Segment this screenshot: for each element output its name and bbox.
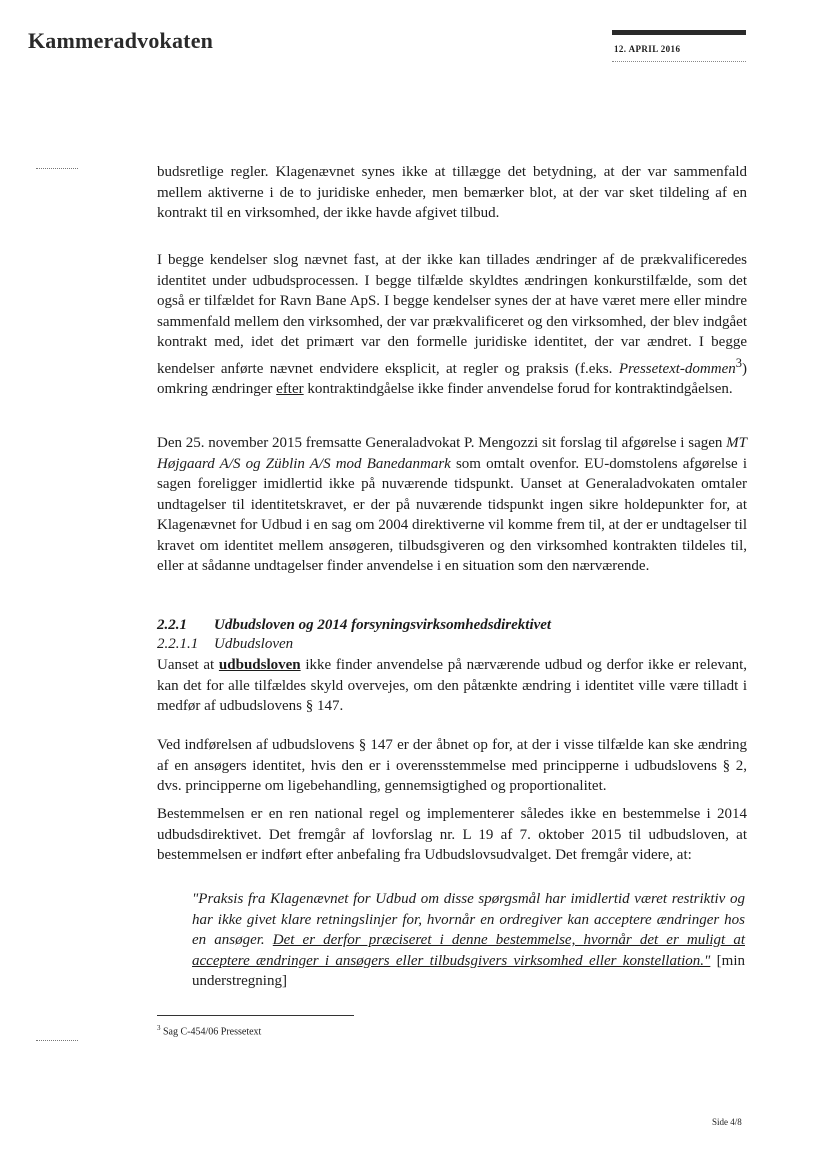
section-heading: 2.2.1 Udbudsloven og 2014 forsyningsvirksomhedsdirektivet (157, 617, 552, 633)
paragraph-1: budsretlige regler. Klagenævnet synes ikke at tillægge det betydning, at der var sammenfald mellem aktiverne i de to juridiske enheder, men bemærker blot, at der var sket tildeling af en kontrakt til en virksomhed, der ikke havde afgivet tilbud. (157, 164, 747, 221)
brand-logo: Kammeradvokaten (28, 28, 214, 53)
paragraph-5: Ved indførelsen af udbudslovens § 147 er der åbnet op for, at der i visse tilfælde kan ske ændring af en ansøgers identitet, hvis den er i overensstemmelse med principperne i udbudslovens § 2, dvs. principperne om ligebehandling, gennemsigtighed og proportionalitet. (157, 737, 747, 794)
footnote-reference: 3 (735, 355, 742, 370)
page-number: Side 4/8 (712, 1117, 742, 1127)
margin-mark-bottom (36, 1040, 78, 1041)
case-name-pressetext: Pressetext-dommen (618, 360, 736, 377)
underlined-word: efter (276, 381, 304, 397)
case-name-mt-hojgaard: MT Højgaard A/S og Züblin A/S mod Banedanmark (157, 435, 747, 472)
bold-term-udbudsloven: udbudsloven (218, 657, 301, 673)
document-date: 12. APRIL 2016 (614, 44, 681, 54)
paragraph-2: I begge kendelser slog nævnet fast, at der ikke kan tillades ændringer af de prækvalificeredes identitet under udbudsprocessen. I begge tilfælde skyldtes ændringen konkurstilfælde, som det også er tilfældet for Ravn Bane ApS. I begge kendelser synes der at have været mere eller mindre sammenfald mellem den virksomhed, der var prækvalificeret og den virksomhed, der blev indgået kontrakt med, idet det primært var den formelle juridiske identitet, der var ændret. I begge kendelser anførte nævnet endvidere eksplicit, at regler og praksis (f.eks. Pressetext-dommen$^3$) omkring ændringer efter kontraktindgåelse ikke finder anvendelse forud for kontraktindgåelsen. (157, 252, 747, 397)
margin-mark-top (36, 168, 78, 169)
paragraph-4: Uanset at udbudsloven ikke finder anvendelse på nærværende udbud og derfor ikke er relevant, kan det for alle tilfældes skyld overvejes, om den påtænkte ændring i identitet ville være tilladt i medfør af udbudslovens § 147. (157, 657, 747, 714)
header-bar (612, 30, 746, 35)
footnote: $^3$ Sag C-454/06 Pressetext (157, 1024, 262, 1038)
header-divider (612, 61, 746, 62)
footnote-divider (157, 1015, 354, 1016)
paragraph-6: Bestemmelsen er en ren national regel og implementerer således ikke en bestemmelse i 2014 udbudsdirektivet. Det fremgår af lovforslag nr. L 19 af 7. oktober 2015 til udbudsloven, at bestemmelsen er indført efter anbefaling fra Udbudslovsudvalget. Det fremgår videre, at: (157, 806, 747, 863)
subsection-heading: 2.2.1.1 Udbudsloven (157, 636, 294, 652)
paragraph-3: Den 25. november 2015 fremsatte Generaladvokat P. Mengozzi sit forslag til afgørelse i sagen MT Højgaard A/S og Züblin A/S mod Banedanmark som omtalt ovenfor. EU-domstolens afgørelse i sagen foreligger imidlertid ikke på nuværende tidspunkt. Uanset at Generaladvokaten omtaler undtagelser til identitetskravet, er der på nuværende tidspunkt ingen sikre holdepunkter for, at Klagenævnet for Udbud i en sag om 2004 direktiverne vil komme frem til, at der er undtagelser til kravet om identitet mellem ansøgeren, tilbudsgiveren og den virksomhed kontrakten tildeles til, eller at sådanne undtagelser finder anvendelse i en situation som den nærværende. (157, 435, 747, 574)
quote-underlined: Det er derfor præciseret i denne bestemmelse, hvornår det er muligt at acceptere ændringer i ansøgers eller tilbudsgivers virksomhed eller konstellation." (192, 932, 745, 969)
block-quote: "Praksis fra Klagenævnet for Udbud om disse spørgsmål har imidlertid været restriktiv og har ikke givet klare retningslinjer for, hvornår en ordregiver kan acceptere ændringer hos en ansøger. Det er derfor præciseret i denne bestemmelse, hvornår det er muligt at acceptere ændringer i ansøgers eller tilbudsgivers virksomhed eller konstellation." [min understregning] (192, 891, 745, 989)
